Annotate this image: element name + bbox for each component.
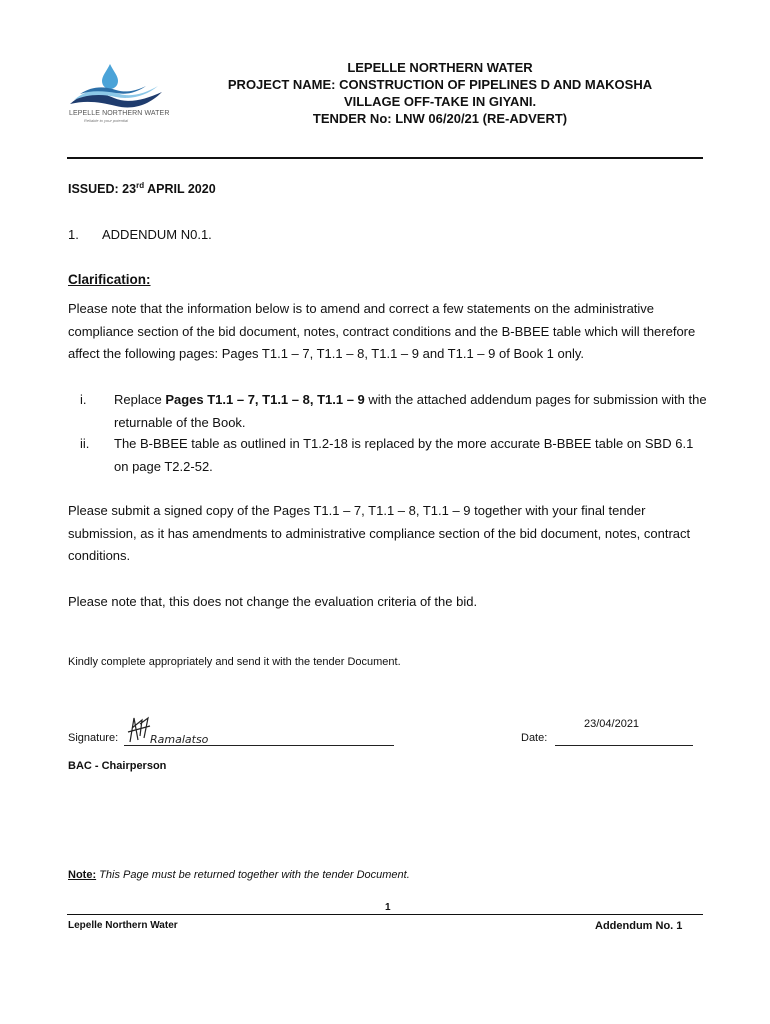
header-project: PROJECT NAME: CONSTRUCTION OF PIPELINES D AND MAKOSHA [227, 77, 653, 92]
date-line [555, 745, 693, 746]
handwritten-signature [124, 712, 244, 748]
footer-addendum: Addendum No. 1 [595, 920, 683, 932]
logo-caption: LEPELLE NORTHERN WATER [69, 110, 170, 117]
signature-line [124, 745, 394, 746]
note: Note: This Page must be returned together with the tender Document. [68, 869, 410, 881]
footer-org: Lepelle Northern Water [68, 920, 178, 931]
footer-divider [67, 914, 703, 915]
header-org: LEPELLE NORTHERN WATER [347, 60, 533, 75]
list-marker: ii. [80, 436, 90, 451]
clarification-paragraph-3: Please note that, this does not change the evaluation criteria of the bid. [68, 594, 478, 609]
clarification-paragraph-2: Please submit a signed copy of the Pages T1.1 – 7, T1.1 – 8, T1.1 – 9 together with your final tender submission, as it has amendments to administrative compliance section of the bid document, notes, contract conditions. [68, 503, 691, 563]
header-project-cont: VILLAGE OFF-TAKE IN GIYANI. [343, 94, 537, 109]
clarification-paragraph-1: Please note that the information below is to amend and correct a few statements on the administrative compliance section of the bid document, notes, contract conditions and the B-BBEE table which will therefore affect the following pages: Pages T1.1 – 7, T1.1 – 8, T1.1 – 9 and T1.1 – 9 of Book 1 only. [68, 301, 696, 361]
date-label: Date: [521, 732, 548, 744]
page-number: 1 [385, 902, 391, 913]
header-divider [67, 157, 703, 159]
list-item: i. Replace Pages T1.1 – 7, T1.1 – 8, T1.1 – 9 with the attached addendum pages for submission with the returnable of the Book. [80, 389, 710, 434]
logo-tagline: Reliable to your potential [84, 118, 129, 123]
list-marker: i. [80, 392, 87, 407]
clarification-heading: Clarification: [68, 272, 151, 287]
signatory-role: BAC - Chairperson [68, 760, 167, 772]
date-value: 23/04/2021 [584, 718, 640, 730]
addendum-title: 1. ADDENDUM N0.1. [68, 227, 212, 242]
instruction-text: Kindly complete appropriately and send it with the tender Document. [68, 656, 401, 668]
list-item: ii. The B-BBEE table as outlined in T1.2-18 is replaced by the more accurate B-BBEE table on SBD 6.1 on page T2.2-52. [80, 433, 710, 478]
svg-text:Ramalatso: Ramalatso [150, 733, 209, 746]
signature-label: Signature: [68, 732, 119, 744]
header-tender: TENDER No: LNW 06/20/21 (RE-ADVERT) [312, 111, 568, 126]
issued-date: ISSUED: 23rd APRIL 2020 [68, 181, 216, 197]
water-drop-icon [102, 64, 118, 89]
document-header [180, 59, 700, 127]
